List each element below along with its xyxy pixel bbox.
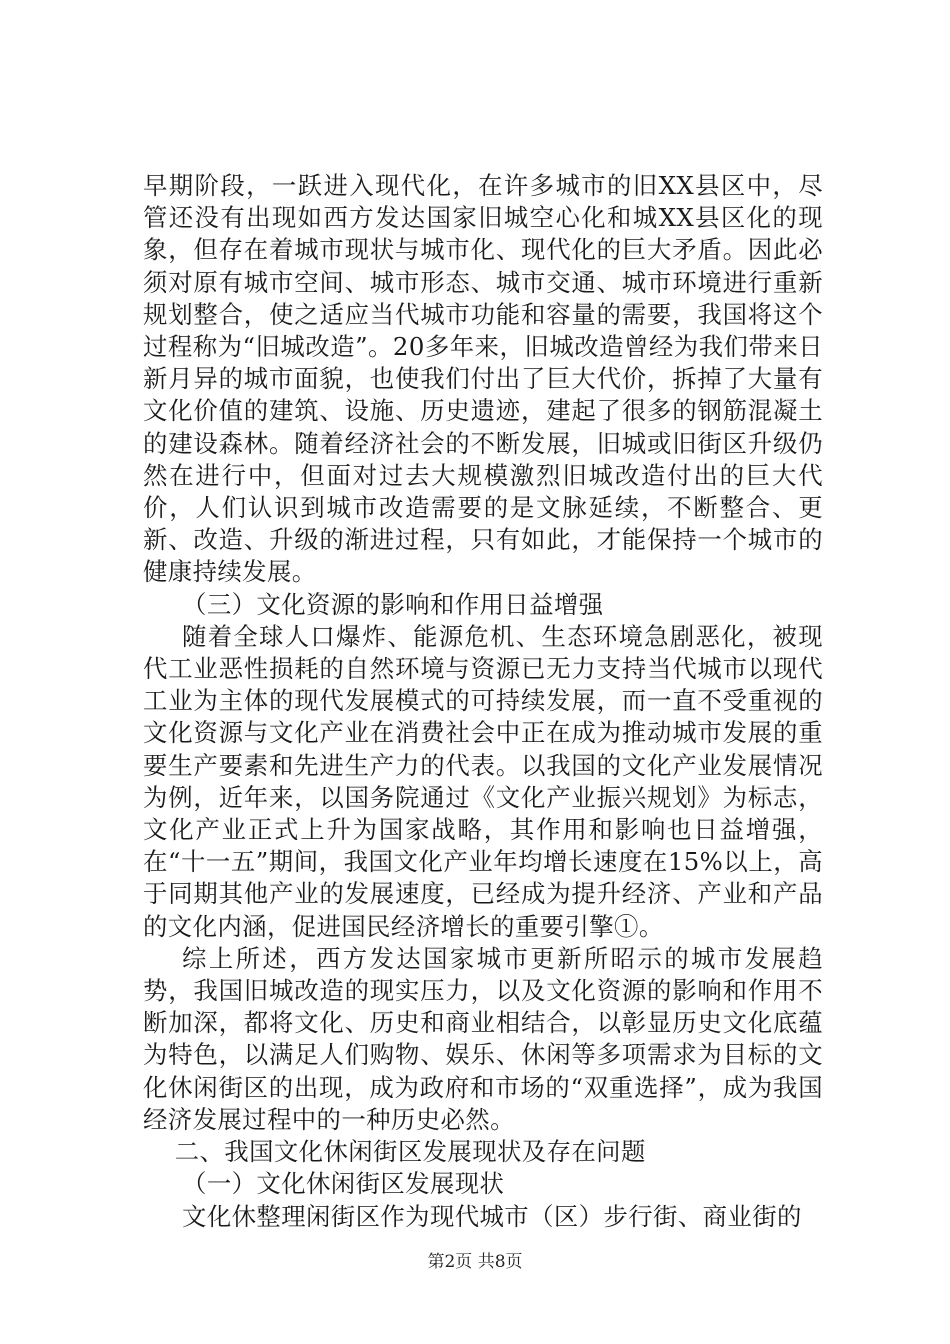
section-heading-cultural-resources: （三）文化资源的影响和作用日益增强 [182,589,604,619]
section-heading-development-status: （一）文化休闲街区发展现状 [182,1169,505,1199]
paragraph-old-city-renewal: 早期阶段，一跃进入现代化，在许多城市的旧XX县区中，尽管还没有出现如西方发达国家旧城空心化和城XX县区化的现象，但存在着城市现状与城市化、现代化的巨大矛盾。因此必须对原有城市空间、城市形态、城市交通、城市环境进行重新规划整合，使之适应当代城市功能和容量的需要，我国将这个过程称为“旧城改造”。20多年来，旧城改造曾经为我们带来日新月异的城市面貌，也使我们付出了巨大代价，拆掉了大量有文化价值的建筑、设施、历史遗迹，建起了很多的钢筋混凝土的建设森林。随着经济社会的不断发展，旧城或旧街区升级仍然在进行中，但面对过去大规模激烈旧城改造付出的巨大代价，人们认识到城市改造需要的是文脉延续，不断整合、更新、改造、升级的渐进过程，只有如此，才能保持一个城市的健康持续发展。 [143,171,823,587]
body-text [143,170,823,1233]
paragraph-development-status: 文化休整理闲街区作为现代城市（区）步行街、商业街的 [182,1201,802,1231]
paragraph-summary: 综上所述，西方发达国家城市更新所昭示的城市发展趋势，我国旧城改造的现实压力，以及文化资源的影响和作用不断加深，都将文化、历史和商业相结合，以彰显历史文化底蕴为特色，以满足人们购物、娱乐、休闲等多项需求为目标的文化休闲街区的出现，成为政府和市场的“双重选择”，成为我国经济发展过程中的一种历史必然。 [143,943,823,1134]
page-number-footer: 第2页 共8页 [427,1252,523,1272]
chapter-heading-status-and-problems: 二、我国文化休闲街区发展现状及存在问题 [174,1137,646,1167]
paragraph-cultural-resources: 随着全球人口爆炸、能源危机、生态环境急剧恶化，被现代工业恶性损耗的自然环境与资源已无力支持当代城市以现代工业为主体的现代发展模式的可持续发展，而一直不受重视的文化资源与文化产业在消费社会中正在成为推动城市发展的重要生产要素和先进生产力的代表。以我国的文化产业发展情况为例，近年来，以国务院通过《文化产业振兴规划》为标志，文化产业正式上升为国家战略，其作用和影响也日益增强，在“十一五”期间，我国文化产业年均增长速度在15%以上，高于同期其他产业的发展速度，已经成为提升经济、产业和产品的文化内涵，促进国民经济增长的重要引擎①。 [143,621,823,941]
